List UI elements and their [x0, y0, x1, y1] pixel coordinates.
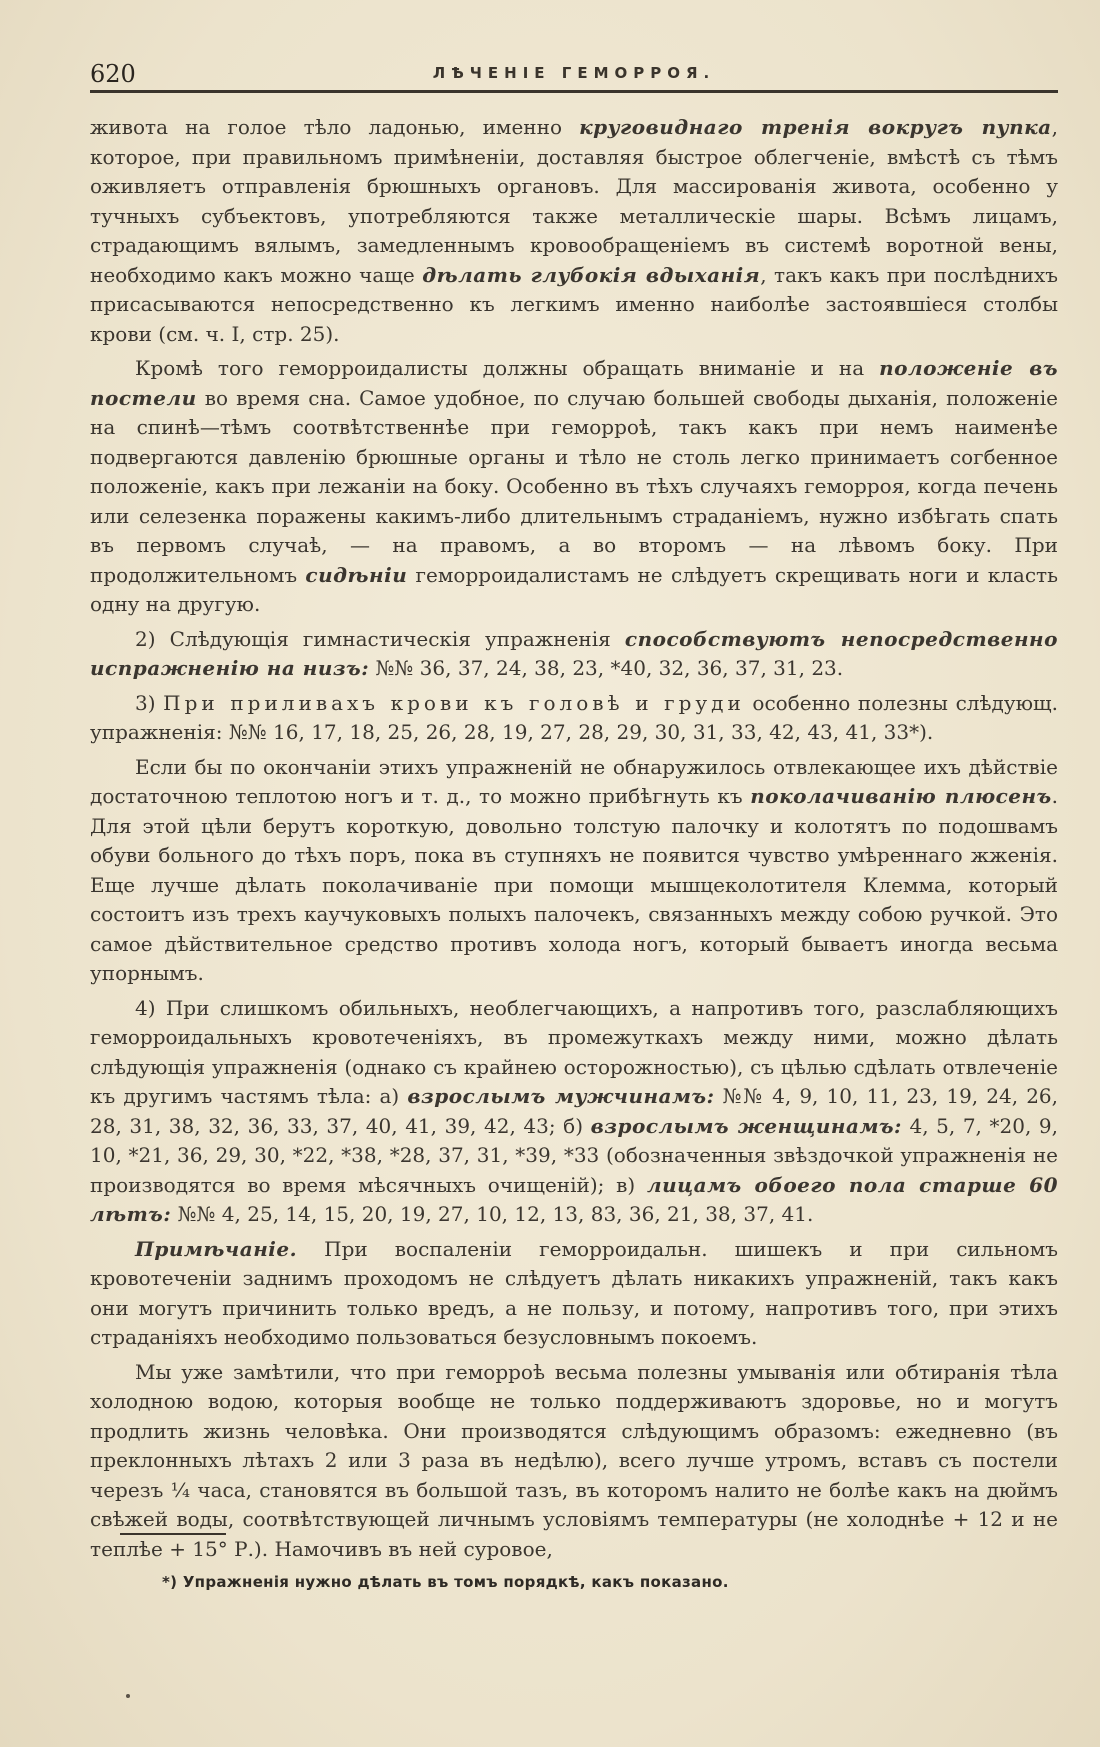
paragraph-6: 4) При слишкомъ обильныхъ, необлегчающихъ, а напротивъ того, разслабляющихъ геморроидальныхъ кровотеченіяхъ, въ промежуткахъ между ними, можно дѣлать слѣдующія упражненія (однако съ крайнею осторожностью), съ цѣлью сдѣлать отвлеченіе къ другимъ частямъ тѣла: а) взрослымъ мужчинамъ: №№ 4, 9, 10, 11, 23, 19, 24, 26, 28, 31, 38, 32, 36, 33, 37, 40, 41, 39, 42, 43; б) взрослымъ женщинамъ: 4, 5, 7, *20, 9, 10, *21, 36, 29, 30, *22, *38, *28, 37, 31, *39, *33 (обозначенныя звѣздочкой упражненія не производятся во время мѣсячныхъ очищеній); в) лицамъ обоего пола старше 60 лѣтъ: №№ 4, 25, 14, 15, 20, 19, 27, 10, 12, 13, 83, 36, 21, 38, 37, 41. [90, 995, 1059, 1226]
paragraph-4: 3) При приливахъ крови къ головѣ и груди особенно полезны слѣдующ. упражненія: №№ 16, 17, 18, 25, 26, 28, 19, 27, 28, 29, 30, 31, 33, 42, 43, 41, 33*). [90, 690, 1058, 744]
paragraph-3: 2) Слѣдующія гимнастическія упражненія способствуютъ непосредственно испражненію на низъ: №№ 36, 37, 24, 38, 23, *40, 32, 36, 37, 31, 23. [90, 626, 1058, 680]
paragraph-8: Мы уже замѣтили, что при геморроѣ весьма полезны умыванія или обтиранія тѣла холодною водою, которыя вообще не только поддерживаютъ здоровье, но и могутъ продлить жизнь человѣка. Они производятся слѣдующимъ образомъ: ежедневно (въ преклонныхъ лѣтахъ 2 или 3 раза въ недѣлю), всего лучше утромъ, вставъ съ постели черезъ ¼ часа, становятся въ большой тазъ, въ которомъ налито не болѣе какъ на дюймъ свѣжей воды, соотвѣтствующей личнымъ условіямъ температуры (не холоднѣе + 12 и не теплѣе + 15° Р.). Намочивъ въ ней суровое, [90, 1359, 1058, 1561]
footnote: *) Упражненія нужно дѣлать въ томъ порядкѣ, какъ показано. [162, 1573, 729, 1591]
page-header [90, 56, 1058, 93]
page-number: 620 [90, 60, 136, 88]
paragraph-7-note: Примѣчаніе. При воспаленіи геморроидальн. шишекъ и при сильномъ кровотеченіи заднимъ проходомъ не слѣдуетъ дѣлать никакихъ упражненій, такъ какъ они могутъ причинить только вредъ, а не пользу, и потому, напротивъ того, при этихъ страданіяхъ необходимо пользоваться безусловнымъ покоемъ. [90, 1236, 1058, 1349]
print-speck [126, 1694, 130, 1698]
running-title: ЛѢЧЕНІЕ ГЕМОРРОЯ. [432, 64, 716, 82]
paragraph-2: Кромѣ того геморроидалисты должны обращать вниманіе и на положеніе въ постели во время сна. Самое удобное, по случаю большей свободы дыханія, положеніе на спинѣ—тѣмъ соотвѣтственнѣе при геморроѣ, такъ какъ при немъ наименѣе подвергаются давленію брюшные органы и тѣло не столь легко принимаетъ согбенное положеніе, какъ при лежаніи на боку. Особенно въ тѣхъ случаяхъ геморроя, когда печень или селезенка поражены какимъ-либо длительнымъ страданіемъ, нужно избѣгать спать въ первомъ случаѣ, — на правомъ, а во второмъ — на лѣвомъ боку. При продолжительномъ сидѣніи геморроидалистамъ не слѣдуетъ скрещивать ноги и класть одну на другую. [90, 356, 1058, 616]
footnote-divider [120, 1533, 226, 1535]
body-text [90, 113, 1058, 1569]
paragraph-1: живота на голое тѣло ладонью, именно круговиднаго тренія вокругъ пупка, которое, при правильномъ примѣненіи, доставляя быстрое облегченіе, вмѣстѣ съ тѣмъ оживляетъ отправленія брюшныхъ органовъ. Для массированія живота, особенно у тучныхъ субъектовъ, употребляются также металлическіе шары. Всѣмъ лицамъ, страдающимъ вялымъ, замедленнымъ кровообращеніемъ въ системѣ воротной вены, необходимо какъ можно чаще дѣлать глубокія вдыханія, такъ какъ при послѣднихъ присасываются непосредственно къ легкимъ именно наиболѣе застоявшіеся столбы крови (см. ч. I, стр. 25). [90, 115, 1058, 346]
paragraph-5: Если бы по окончаніи этихъ упражненій не обнаружилось отвлекающее ихъ дѣйствіе достаточною теплотою ногъ и т. д., то можно прибѣгнуть къ поколачиванію плюсенъ. Для этой цѣли берутъ короткую, довольно толстую палочку и колотятъ по подошвамъ обуви больного до тѣхъ поръ, пока въ ступняхъ не появится чувство умѣреннаго жженія. Еще лучше дѣлать поколачиваніе при помощи мышцеколотителя Клемма, который состоитъ изъ трехъ каучуковыхъ полыхъ палочекъ, связанныхъ между собою ручкой. Это самое дѣйствительное средство противъ холода ногъ, который бываетъ иногда весьма упорнымъ. [90, 754, 1058, 985]
